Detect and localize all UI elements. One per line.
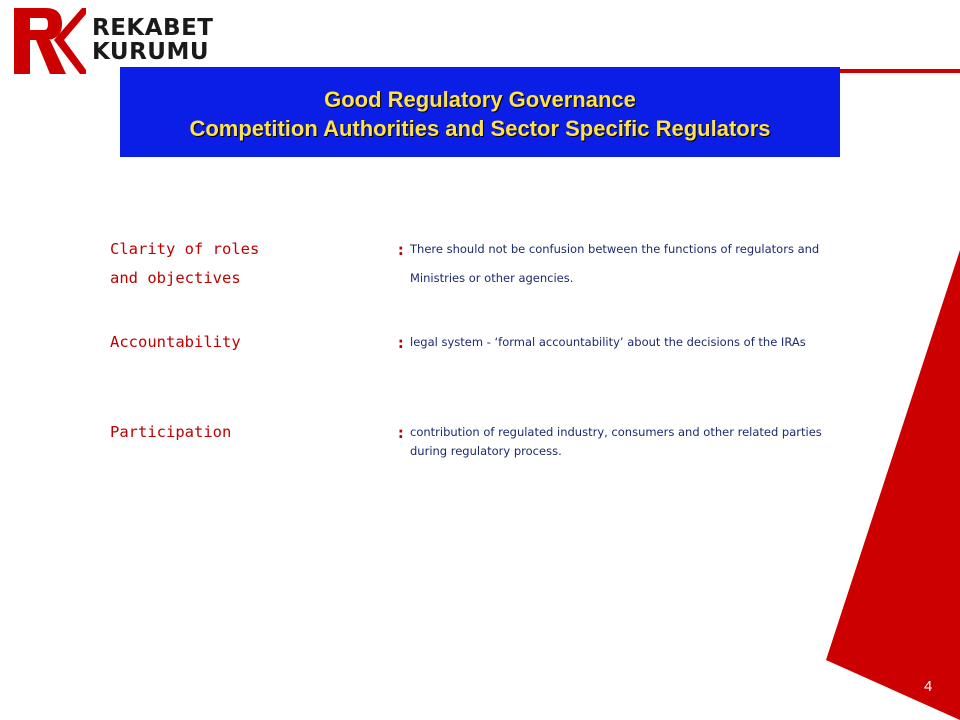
slide-title [120,67,840,157]
title-line-1: Good Regulatory Governance [324,87,636,112]
term-accountability [110,328,241,357]
page-number: 4 [924,678,933,695]
desc-line: contribution of regulated industry, consumers and other related parties [410,425,822,439]
separator-colon: : [396,423,406,442]
term-clarity [110,235,259,293]
title-line-2: Competition Authorities and Sector Specific Regulators [189,116,771,141]
desc-line: during regulatory process. [410,444,562,458]
term-line: and objectives [110,269,241,287]
decorative-red-shape [820,0,960,720]
desc-line: There should not be confusion between the functions of regulators and [410,242,820,256]
description-accountability [410,328,880,357]
separator-colon: : [396,240,406,259]
logo-line-1: REKABET [92,15,214,41]
term-line: Accountability [110,333,241,351]
logo-wordmark [92,16,213,64]
rk-monogram-icon [10,4,86,78]
term-participation [110,418,231,447]
logo-line-2: KURUMU [92,39,210,65]
description-participation [410,423,880,461]
separator-colon: : [396,333,406,352]
description-clarity [410,235,880,293]
desc-line: Ministries or other agencies. [410,271,574,285]
desc-line: legal system - ‘formal accountability’ about the decisions of the IRAs [410,335,806,349]
term-line: Participation [110,423,232,441]
term-line: Clarity of roles [110,240,260,258]
